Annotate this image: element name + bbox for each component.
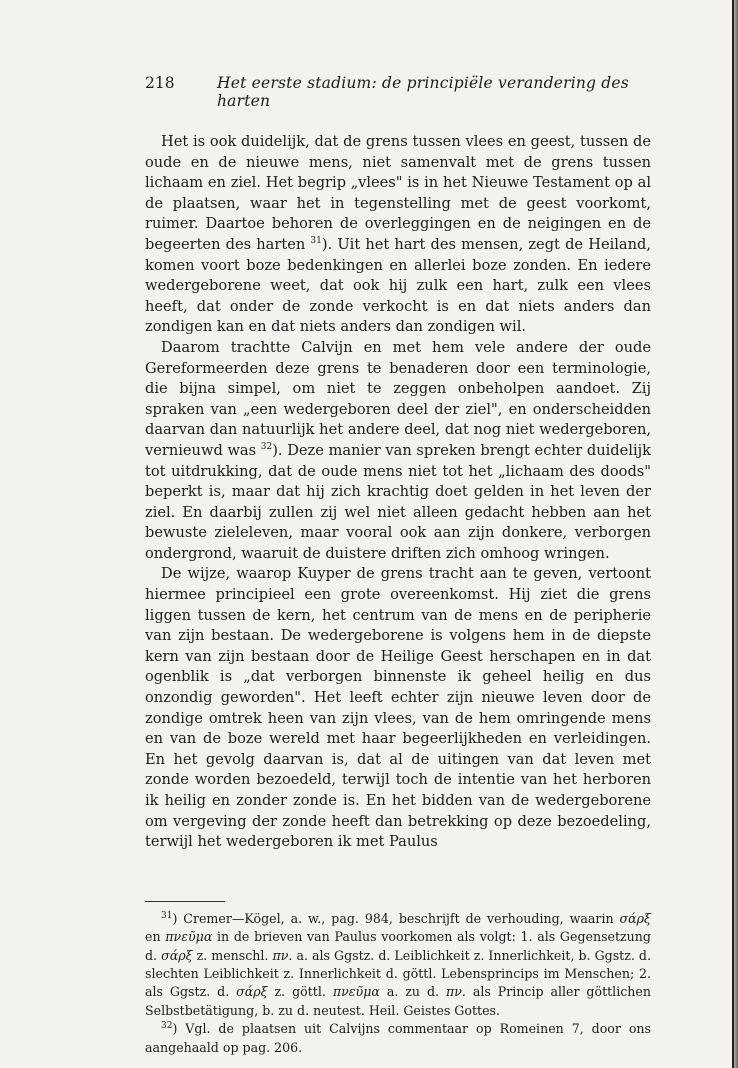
paragraph-1 — [145, 132, 651, 338]
footnote-separator — [145, 901, 225, 902]
running-header — [145, 74, 651, 110]
footnote-32-number: 32 — [161, 1021, 173, 1032]
page-edge-line — [732, 0, 734, 1068]
greek-word: σάρξ — [161, 947, 193, 963]
body-text — [145, 132, 651, 853]
footnote-ref-32[interactable]: 32 — [260, 442, 273, 453]
footnote-31-text: a. als Ggstz. d. Leiblichkeit z. Innerlichkeit, b. Ggstz. d. slechten Leiblichkeit z. Innerlichkeit d. göttl. Lebensprincips im Menschen; 2. als Ggstz. d. — [145, 947, 651, 1000]
footnote-31-text: z. göttl. — [274, 984, 326, 1000]
greek-word: πνεῦμα — [332, 984, 380, 1000]
paragraph-1-text-b: ). Uit het hart des mensen, zegt de Heiland, komen voort boze bedenkingen en allerlei boze zonden. En iedere wedergeborene weet, dat ook hij zulk een hart, zulk een vlees heeft, dat onder de zonde verkocht is en dat niets anders dan zondigen kan en dat niets anders dan zondigen wil. — [145, 235, 651, 336]
paragraph-2-text-b: ). Deze manier van spreken brengt echter duidelijk tot uitdrukking, dat de oude mens niet tot het „lichaam des doods" beperkt is, maar dat hij zich krachtig doet gelden in het leven der ziel. En daarbij zullen zij wel niet alleen gedacht hebben aan het bewuste zieleleven, maar vooral ook aan zijn donkere, verborgen ondergrond, waaruit de duistere driften zich omhoog wringen. — [145, 441, 651, 562]
greek-word: πνεῦμα — [165, 929, 213, 945]
book-page — [145, 74, 651, 1057]
paragraph-3: De wijze, waarop Kuyper de grens tracht aan te geven, vertoont hiermee principieel een grote overeenkomst. Hij ziet die grens liggen tussen de kern, het centrum van de mens en de peripherie van zijn bestaan. De wedergeborene is volgens hem in de diepste kern van zijn bestaan door de Heilige Geest herschapen en in dat ogenblik is „dat verborgen binnenste ik geheel heilig en dus onzondig geworden". Het leeft echter zijn nieuwe leven door de zondige omtrek heen van zijn vlees, van de hem omringende mens en van de boze wereld met haar begeerlijkheden en verleidingen. En het gevolg daarvan is, dat al de uitingen van dat leven met zonde worden bezoedeld, terwijl toch de intentie van het herboren ik heilig en zonder zonde is. En het bidden van de wedergeborene om vergeving der zonde heeft dan betrekking op deze bezoedeling, terwijl het wedergeboren ik met Paulus — [145, 565, 651, 851]
paragraph-2-text-a: Daarom trachtte Calvijn en met hem vele andere der oude Gereformeerden deze grens te benaderen door een terminologie, die bijna simpel, om niet te zeggen onbeholpen aandoet. Zij spraken van „een wedergeboren deel der ziel", en onderscheidden daarvan dan natuurlijk het andere deel, dat nog niet wedergeboren, vernieuwd was — [145, 338, 651, 459]
paragraph-2 — [145, 338, 651, 565]
page-number: 218 — [145, 74, 175, 92]
greek-word: πν. — [445, 984, 466, 1000]
footnote-ref-31[interactable]: 31 — [310, 236, 322, 247]
footnote-31 — [145, 910, 651, 1020]
greek-word: σάρξ — [236, 984, 268, 1000]
paragraph-1-text-a: Het is ook duidelijk, dat de grens tussen vlees en geest, tussen de oude en de nieuwe mens, niet samenvalt met de grens tussen lichaam en ziel. Het begrip „vlees" is in het Nieuwe Testament op al de plaatsen, waar het in tegenstelling met de geest voorkomt, ruimer. Daartoe behoren de overleggingen en de neigingen en de begeerten des harten — [145, 133, 651, 253]
footnote-31-text: ) Cremer—Kögel, a. w., pag. 984, beschrijft de verhouding, waarin — [172, 910, 614, 926]
footnote-31-text: en — [145, 929, 161, 945]
footnote-31-text: als Princip aller göttlichen Selbstbetätigung, b. zu d. neutest. Heil. Geistes Gottes. — [145, 984, 651, 1018]
footnote-32-text: ) Vgl. de plaatsen uit Calvijns commentaar op Romeinen 7, door ons aangehaald op pag. 206. — [145, 1021, 651, 1055]
footnote-31-number: 31 — [161, 910, 173, 921]
footnotes — [145, 910, 651, 1057]
footnote-32 — [145, 1020, 651, 1057]
footnote-31-text: z. menschl. — [196, 947, 269, 963]
greek-word: πν. — [272, 947, 293, 963]
footnote-31-text: a. zu d. — [386, 984, 440, 1000]
footnote-31-text: in de brieven van Paulus voorkomen als volgt: 1. als Gegensetzung d. — [145, 929, 651, 963]
running-title: Het eerste stadium: de principiële verandering des harten — [216, 74, 629, 110]
greek-word: σάρξ — [619, 910, 651, 926]
